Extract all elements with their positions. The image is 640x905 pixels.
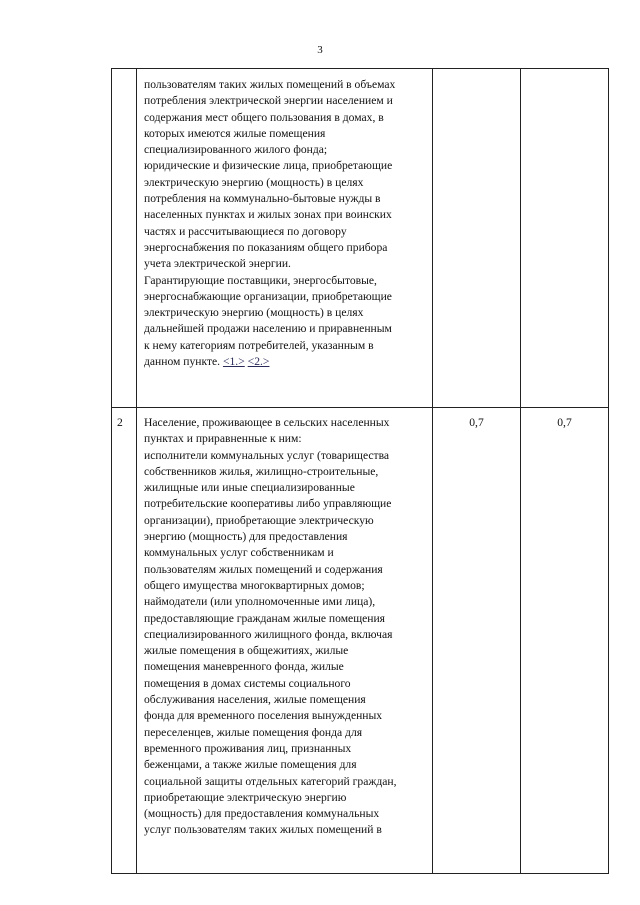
text-line: учета электрической энергии. bbox=[144, 257, 291, 271]
text-line: наймодатели (или уполномоченные ими лица), bbox=[144, 595, 376, 609]
text-line: беженцами, а также жилые помещения для bbox=[144, 758, 357, 772]
text-line: электрическую энергию (мощность) в целях bbox=[144, 306, 364, 320]
text-line: временного проживания лиц, признанных bbox=[144, 741, 352, 755]
text-line: потребления на коммунально-бытовые нужды в bbox=[144, 192, 381, 206]
text-line: энергию (мощность) для предоставления bbox=[144, 530, 348, 544]
footnote-ref-2-link[interactable]: <2.> bbox=[247, 355, 270, 369]
text-line: пользователям таких жилых помещений в объемах bbox=[144, 78, 396, 91]
text-line: приобретающие электрическую энергию bbox=[144, 790, 347, 804]
value-cell-1: 0,7 bbox=[433, 408, 521, 874]
text-fragment: данном пункте. bbox=[144, 355, 223, 369]
text-line: к нему категориям потребителей, указанным в bbox=[144, 338, 374, 352]
text-line: общего имущества многоквартирных домов; bbox=[144, 578, 365, 592]
table-row bbox=[112, 69, 609, 408]
text-line: специализированного жилищного фонда, включая bbox=[144, 627, 393, 641]
value-cell-2: 0,7 bbox=[521, 408, 609, 874]
text-line: жилые помещения в общежитиях, жилые bbox=[144, 644, 349, 658]
text-line: собственников жилья, жилищно-строительные, bbox=[144, 464, 379, 478]
text-line: (мощность) для предоставления коммунальных bbox=[144, 807, 380, 821]
text-line: помещения маневренного фонда, жилые bbox=[144, 660, 344, 674]
description-cell bbox=[137, 408, 433, 874]
text-line: переселенцев, жилые помещения фонда для bbox=[144, 725, 363, 739]
footnote-ref-1-link[interactable]: <1.> bbox=[222, 355, 245, 369]
tariff-table bbox=[111, 68, 609, 874]
text-line: услуг пользователям таких жилых помещений в bbox=[144, 823, 382, 837]
text-line: предоставляющие гражданам жилые помещения bbox=[144, 611, 386, 625]
text-line: помещения в домах системы социального bbox=[144, 676, 351, 690]
row-number-cell bbox=[112, 69, 137, 408]
text-line: Гарантирующие поставщики, энергосбытовые, bbox=[144, 273, 377, 287]
text-line: частях и рассчитывающиеся по договору bbox=[144, 224, 347, 238]
text-line: исполнители коммунальных услуг (товарищества bbox=[144, 448, 390, 462]
text-line: потребительские кооперативы либо управляющие bbox=[144, 497, 392, 511]
text-line: жилищные или иные специализированные bbox=[144, 481, 355, 495]
text-line: потребления электрической энергии населением и bbox=[144, 94, 393, 108]
description-cell bbox=[137, 69, 433, 408]
text-line: содержания мест общего пользования в домах, в bbox=[144, 110, 384, 124]
text-line: юридические и физические лица, приобретающие bbox=[144, 159, 393, 173]
text-line: которых имеются жилые помещения bbox=[144, 126, 326, 140]
value-cell-2 bbox=[521, 69, 609, 408]
text-line: пунктах и приравненные к ним: bbox=[144, 432, 302, 446]
text-line bbox=[144, 354, 426, 370]
text-line: населенных пунктах и жилых зонах при воинских bbox=[144, 208, 392, 222]
text-line: энергоснабжающие организации, приобретающие bbox=[144, 289, 392, 303]
text-line: специализированного жилого фонда; bbox=[144, 143, 328, 157]
text-line: дальнейшей продажи населению и приравненным bbox=[144, 322, 392, 336]
text-line: пользователям жилых помещений и содержания bbox=[144, 562, 383, 576]
text-line: энергоснабжения по показаниям общего прибора bbox=[144, 240, 388, 254]
value-cell-1 bbox=[433, 69, 521, 408]
text-line: социальной защиты отдельных категорий граждан, bbox=[144, 774, 397, 788]
page-number: 3 bbox=[317, 44, 323, 56]
text-line: организации), приобретающие электрическую bbox=[144, 513, 374, 527]
text-line: коммунальных услуг собственникам и bbox=[144, 546, 334, 560]
table-row bbox=[112, 408, 609, 874]
text-line: обслуживания населения, жилые помещения bbox=[144, 693, 366, 707]
text-line: фонда для временного поселения вынужденных bbox=[144, 709, 383, 723]
row-number-cell: 2 bbox=[112, 408, 137, 874]
text-line: Население, проживающее в сельских населенных bbox=[144, 416, 390, 429]
text-line: электрическую энергию (мощность) в целях bbox=[144, 175, 364, 189]
